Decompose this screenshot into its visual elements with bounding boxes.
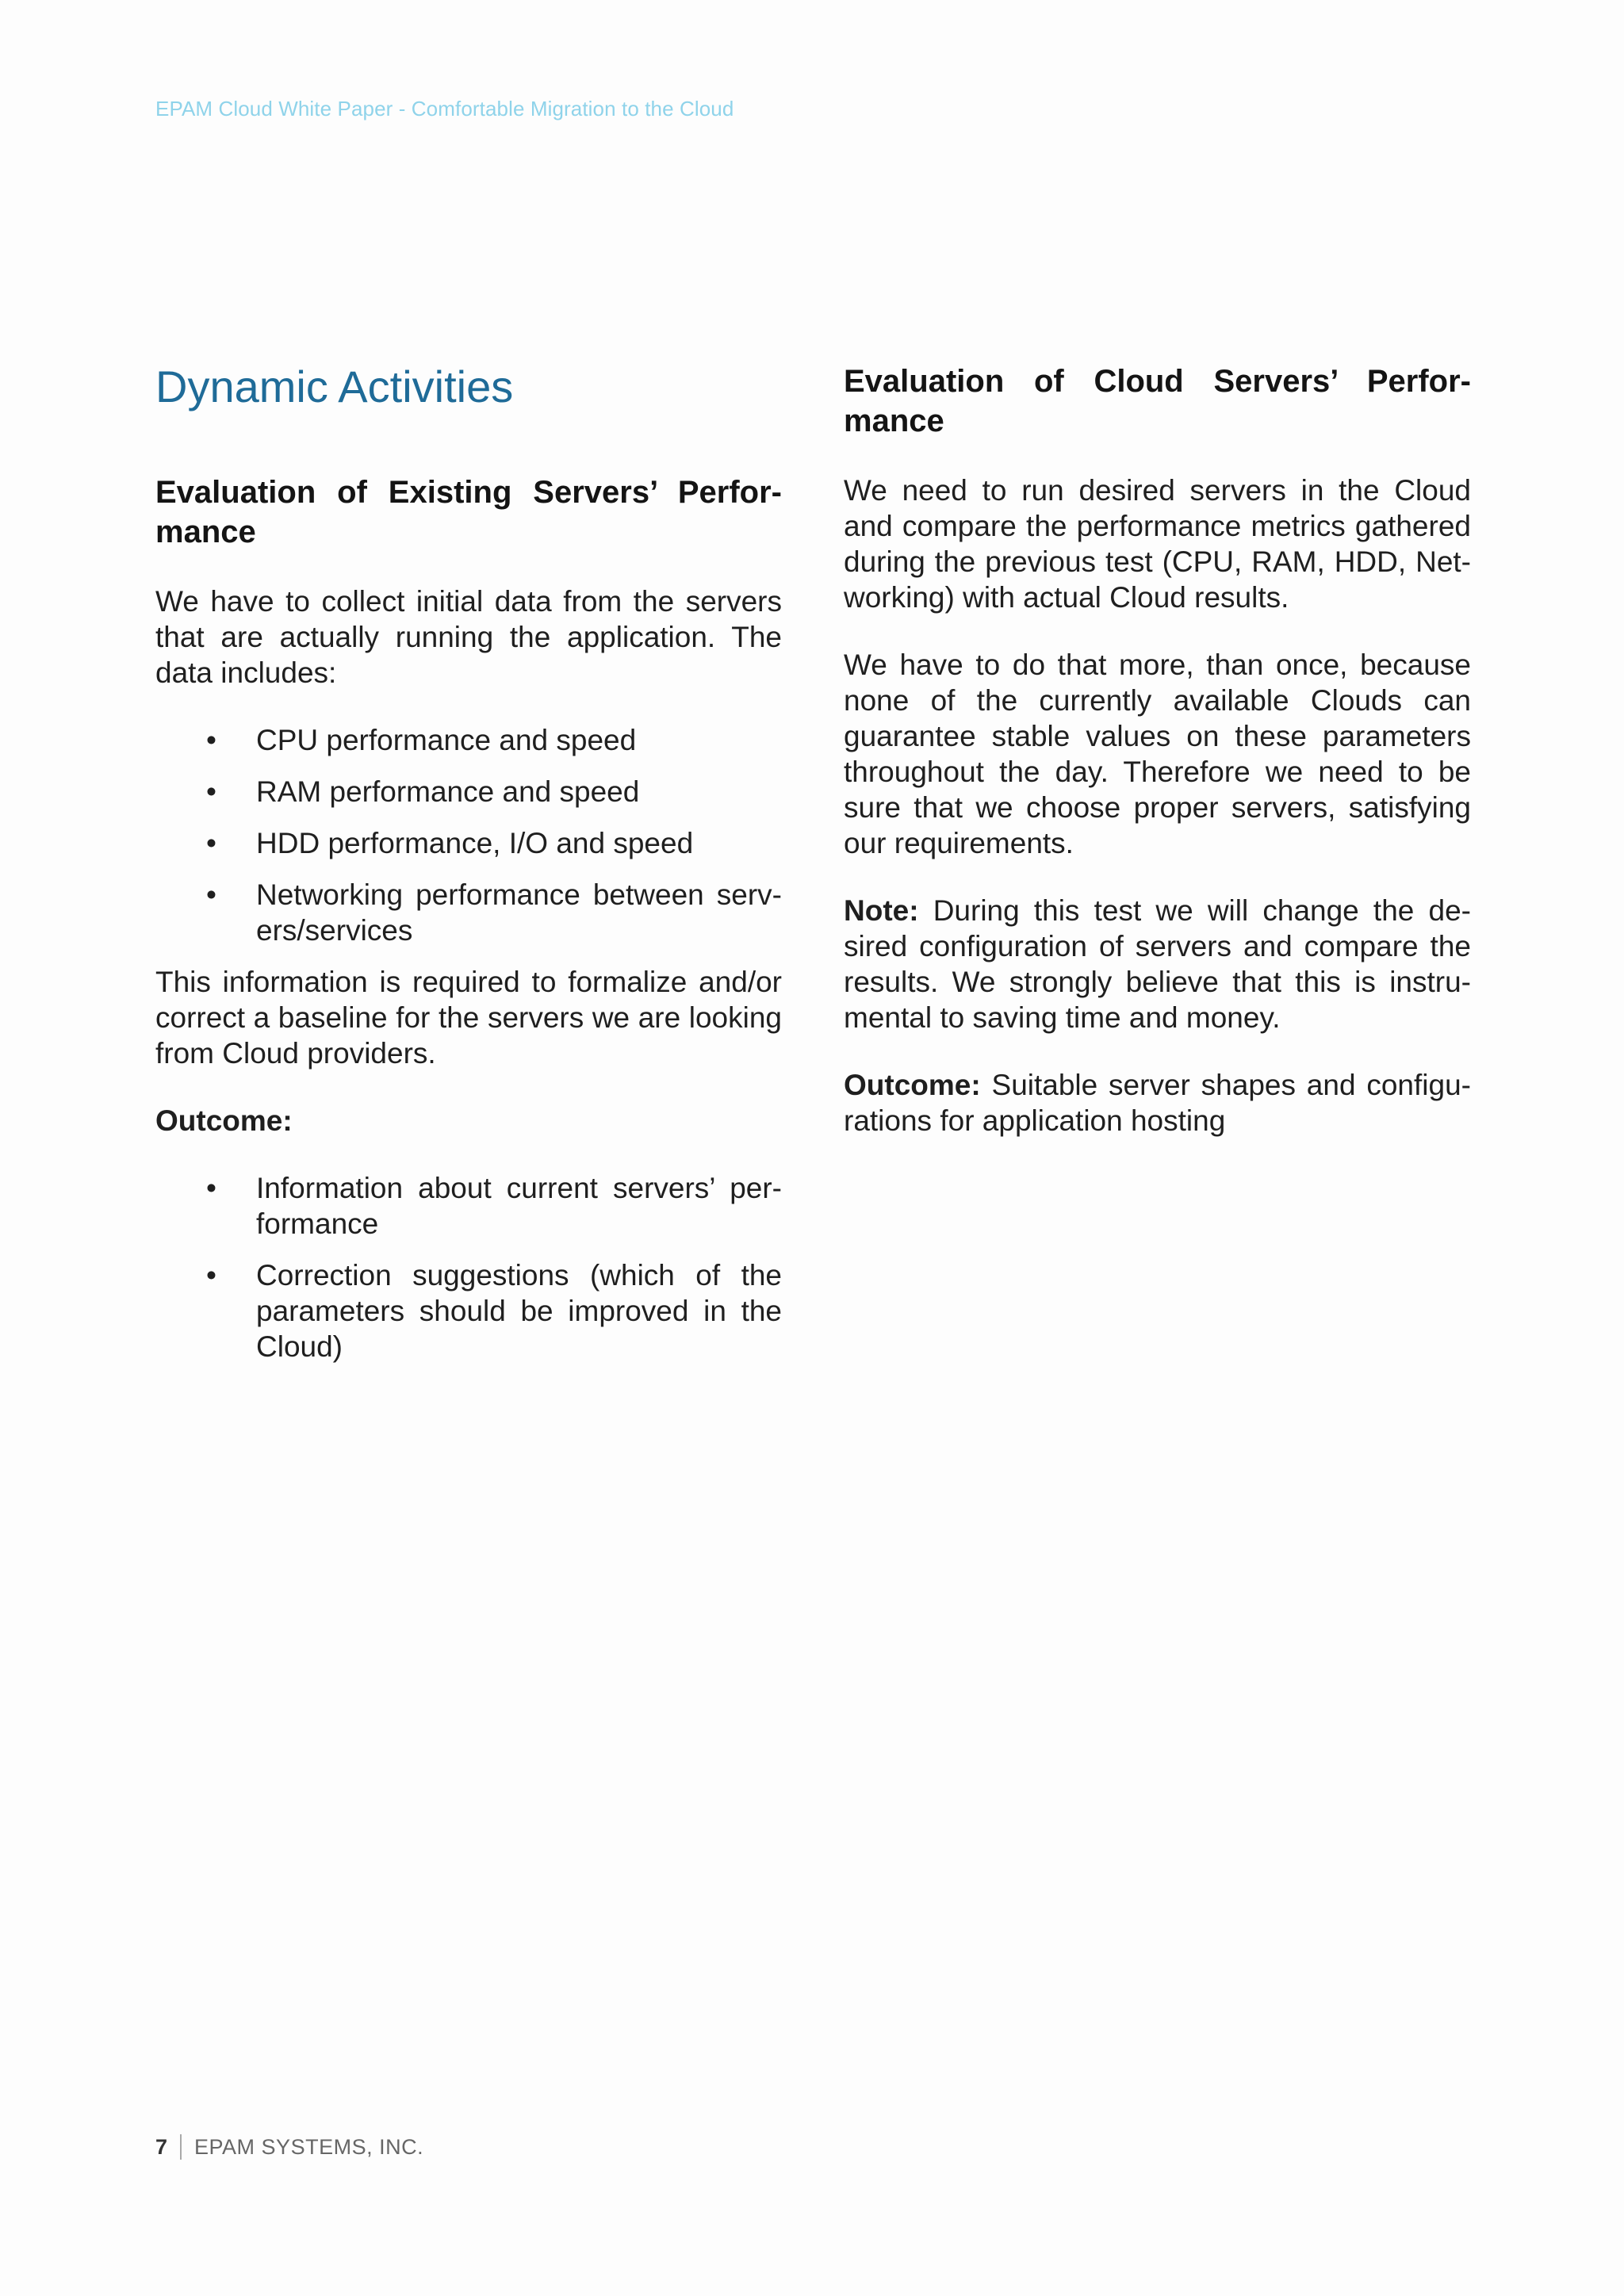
existing-servers-heading: Evaluation of Existing Servers’ Perfor-mance — [155, 475, 782, 549]
outcome-paragraph: Outcome: Suitable server shapes and configu-rations for application hosting — [844, 1069, 1471, 1137]
footer-divider — [180, 2134, 182, 2160]
bullet-icon: • — [206, 724, 216, 756]
info-paragraph: This information is required to formalize and/or correct a baseline for the servers we are looking from Cloud providers. — [155, 966, 782, 1070]
outcome-label: Outcome: — [155, 1104, 293, 1137]
outcome-label: Outcome: — [844, 1069, 981, 1101]
list-item: • CPU performance and speed — [206, 724, 637, 756]
data-includes-list — [155, 722, 782, 948]
page-number: 7 — [155, 2134, 168, 2159]
note-label: Note: — [844, 894, 919, 927]
left-column — [155, 357, 782, 1396]
intro-paragraph: We have to collect initial data from the servers that are actually running the application. The data includes: — [155, 585, 782, 689]
list-item: • Networking performance between serv-ers/services — [206, 878, 782, 947]
page-footer — [155, 2134, 423, 2160]
cloud-paragraph-1: We need to run desired servers in the Cloud and compare the performance metrics gathered during the previous test (CPU, RAM, HDD, Net-working) with actual Cloud results. — [844, 474, 1471, 614]
cloud-paragraph-2: We have to do that more, than once, because none of the currently available Clouds can guarantee stable values on these parameters throughout the day. Therefore we need to be sure that we choose proper servers, satisfying our requirements. — [844, 649, 1471, 859]
bullet-icon: • — [206, 878, 216, 911]
list-item: • Information about current servers’ per-formance — [206, 1172, 782, 1240]
list-item: • HDD performance, I/O and speed — [206, 827, 694, 859]
note-paragraph: Note: During this test we will change the de-sired configuration of servers and compare the results. We strongly believe that this is instru-mental to saving time and money. — [844, 894, 1471, 1034]
company-name: EPAM SYSTEMS, INC. — [194, 2134, 424, 2159]
bullet-icon: • — [206, 1172, 216, 1204]
list-item: • Correction suggestions (which of the parameters should be improved in the Cloud) — [206, 1259, 782, 1363]
bullet-icon: • — [206, 775, 216, 808]
bullet-icon: • — [206, 827, 216, 859]
right-column — [844, 362, 1471, 1170]
running-header: EPAM Cloud White Paper - Comfortable Migration to the Cloud — [155, 97, 734, 121]
section-title: Dynamic Activities — [155, 362, 514, 411]
outcome-list — [155, 1170, 782, 1364]
cloud-servers-heading: Evaluation of Cloud Servers’ Perfor-mance — [844, 364, 1471, 438]
list-item: • RAM performance and speed — [206, 775, 640, 808]
bullet-icon: • — [206, 1259, 216, 1292]
